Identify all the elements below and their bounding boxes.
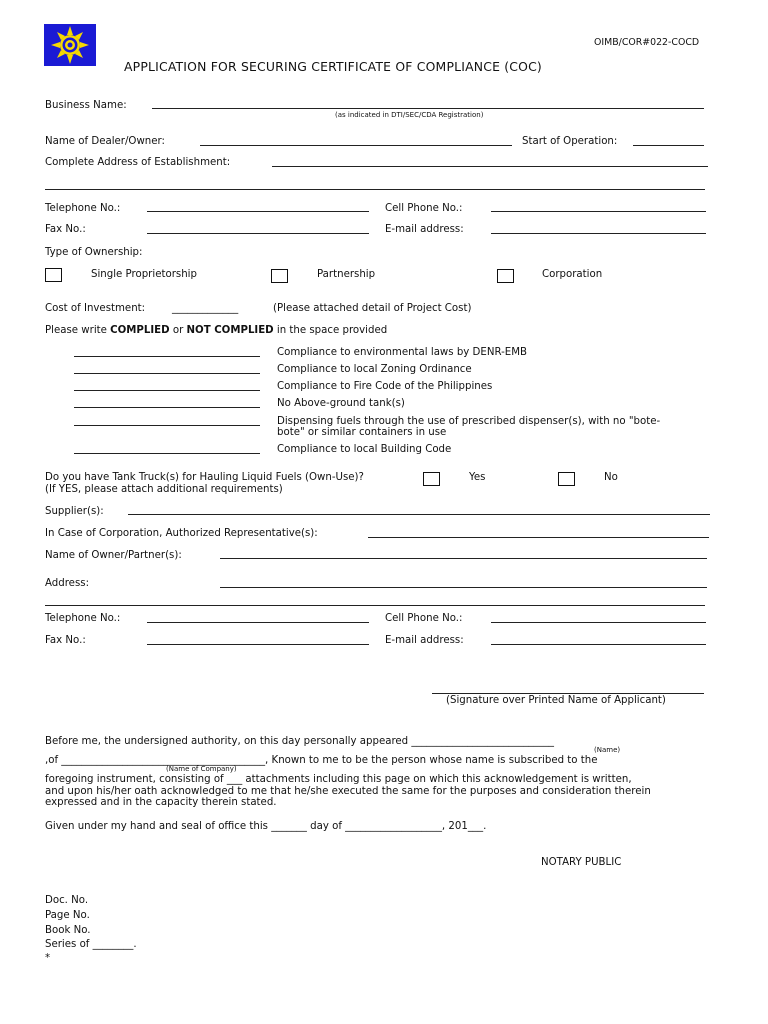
start-operation-label: Start of Operation: — [522, 136, 618, 147]
corporation-label: Corporation — [542, 269, 603, 280]
supplier-label: Supplier(s): — [45, 506, 104, 517]
address-field[interactable] — [272, 166, 708, 167]
tank-truck-question: Do you have Tank Truck(s) for Hauling Liquid Fuels (Own-Use)? — [45, 472, 364, 483]
single-proprietorship-checkbox[interactable] — [45, 268, 62, 282]
supplier-address-field[interactable] — [220, 587, 707, 588]
tank-truck-note: (If YES, please attach additional requirements) — [45, 484, 283, 495]
page-title: APPLICATION FOR SECURING CERTIFICATE OF COMPLIANCE (COC) — [124, 59, 542, 74]
compliance-field-3[interactable] — [74, 390, 260, 391]
notary-given-line: Given under my hand and seal of office this _______ day of ___________________, 201___. — [45, 821, 487, 832]
compliance-instruction: Please write COMPLIED or NOT COMPLIED in the space provided — [45, 325, 388, 336]
notary-line-4: and upon his/her oath acknowledged to me that he/she executed the same for the purposes and consideration therein — [45, 786, 651, 797]
compliance-item-5: Dispensing fuels through the use of prescribed dispenser(s), with no "bote- — [277, 416, 661, 427]
signature-label: (Signature over Printed Name of Applicant) — [446, 695, 666, 706]
owner-partner-label: Name of Owner/Partner(s): — [45, 550, 182, 561]
compliance-item-2: Compliance to local Zoning Ordinance — [277, 364, 472, 375]
doc-no-label: Doc. No. — [45, 895, 89, 906]
investment-field[interactable]: _____________ — [172, 303, 239, 314]
supplier-telephone-field[interactable] — [147, 622, 369, 623]
compliance-field-6[interactable] — [74, 453, 260, 454]
tank-truck-yes-label: Yes — [469, 472, 486, 483]
cellphone-label: Cell Phone No.: — [385, 203, 463, 214]
corporation-checkbox[interactable] — [497, 269, 514, 283]
telephone-field[interactable] — [147, 211, 369, 212]
supplier-fax-field[interactable] — [147, 644, 369, 645]
supplier-address-label: Address: — [45, 578, 90, 589]
single-proprietorship-label: Single Proprietorship — [91, 269, 197, 280]
email-field[interactable] — [491, 233, 706, 234]
fax-label: Fax No.: — [45, 224, 86, 235]
compliance-item-4: No Above-ground tank(s) — [277, 398, 405, 409]
notary-line-2: ,of ________________________________________, Known to me to be the person whose name is subscribed to the — [45, 755, 598, 766]
cellphone-field[interactable] — [491, 211, 706, 212]
compliance-field-4[interactable] — [74, 407, 260, 408]
form-code: OIMB/COR#022-COCD — [594, 37, 700, 48]
tank-truck-yes-checkbox[interactable] — [423, 472, 440, 486]
notary-company-note: (Name of Company) — [166, 765, 237, 773]
notary-line-3: foregoing instrument, consisting of ___ attachments including this page on which this acknowledgement is written, — [45, 774, 632, 785]
investment-label: Cost of Investment: — [45, 303, 146, 314]
compliance-field-1[interactable] — [74, 356, 260, 357]
notary-line-1: Before me, the undersigned authority, on this day personally appeared ____________________________ — [45, 736, 555, 747]
book-no-label: Book No. — [45, 925, 91, 936]
supplier-cellphone-label: Cell Phone No.: — [385, 613, 463, 624]
representative-field[interactable] — [368, 537, 709, 538]
partnership-label: Partnership — [317, 269, 376, 280]
ownership-label: Type of Ownership: — [45, 247, 143, 258]
compliance-item-1: Compliance to environmental laws by DENR-EMB — [277, 347, 528, 358]
fax-field[interactable] — [147, 233, 369, 234]
supplier-address-field-line2[interactable] — [45, 605, 705, 606]
supplier-telephone-label: Telephone No.: — [45, 613, 121, 624]
series-label: Series of ________. — [45, 939, 137, 950]
footnote-star: * — [45, 953, 51, 964]
supplier-email-label: E-mail address: — [385, 635, 464, 646]
supplier-fax-label: Fax No.: — [45, 635, 86, 646]
tank-truck-no-label: No — [604, 472, 618, 483]
supplier-cellphone-field[interactable] — [491, 622, 706, 623]
notary-line-5: expressed and in the capacity therein stated. — [45, 797, 277, 808]
dealer-label: Name of Dealer/Owner: — [45, 136, 165, 147]
compliance-item-5-cont: bote" or similar containers in use — [277, 427, 447, 438]
start-operation-field[interactable] — [633, 145, 704, 146]
representative-label: In Case of Corporation, Authorized Representative(s): — [45, 528, 318, 539]
business-name-note: (as indicated in DTI/SEC/CDA Registration) — [335, 111, 484, 119]
partnership-checkbox[interactable] — [271, 269, 288, 283]
supplier-email-field[interactable] — [491, 644, 706, 645]
seal-logo — [44, 24, 96, 66]
compliance-item-3: Compliance to Fire Code of the Philippines — [277, 381, 493, 392]
owner-partner-field[interactable] — [220, 558, 707, 559]
email-label: E-mail address: — [385, 224, 464, 235]
signature-field[interactable] — [432, 693, 704, 694]
compliance-field-2[interactable] — [74, 373, 260, 374]
compliance-field-5[interactable] — [74, 425, 260, 426]
telephone-label: Telephone No.: — [45, 203, 121, 214]
address-label: Complete Address of Establishment: — [45, 157, 231, 168]
notary-name-note: (Name) — [594, 746, 621, 754]
business-name-label: Business Name: — [45, 100, 127, 111]
supplier-field[interactable] — [128, 514, 710, 515]
address-field-line2[interactable] — [45, 189, 705, 190]
tank-truck-no-checkbox[interactable] — [558, 472, 575, 486]
compliance-item-6: Compliance to local Building Code — [277, 444, 452, 455]
business-name-field[interactable] — [152, 108, 704, 109]
dealer-field[interactable] — [200, 145, 512, 146]
investment-note: (Please attached detail of Project Cost) — [273, 303, 472, 314]
page-no-label: Page No. — [45, 910, 90, 921]
notary-public-label: NOTARY PUBLIC — [541, 857, 622, 868]
